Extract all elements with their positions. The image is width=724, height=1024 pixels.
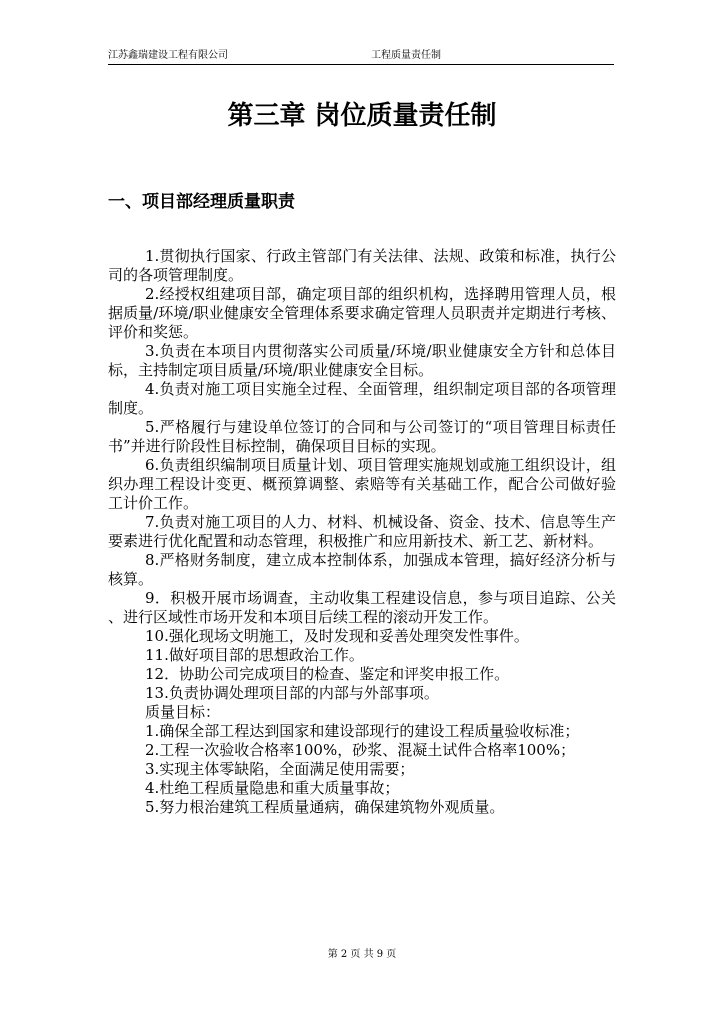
page-header [108,50,614,65]
section-title: 一、项目部经理质量职责 [108,192,295,212]
paragraph: 11.做好项目部的思想政治工作。 [145,646,364,664]
paragraph: 2.经授权组建项目部，确定项目部的组织机构，选择聘用管理人员，根据质量/环境/职业健康安全管理体系要求确定管理人员职责并定期进行考核、评价和奖惩。 [108,285,616,341]
document-title: 工程质量责任制 [371,50,441,61]
paragraph: 13.负责协调处理项目部的内部与外部事项。 [145,684,439,702]
quality-goal-item: 4.杜绝工程质量隐患和重大质量事故； [145,779,400,797]
body-text [108,247,616,817]
company-name: 江苏鑫瑞建设工程有限公司 [108,50,228,61]
paragraph: 4.负责对施工项目实施全过程、全面管理，组织制定项目部的各项管理制度。 [108,380,616,417]
paragraph: 9．积极开展市场调查，主动收集工程建设信息，参与项目追踪、公关、进行区域性市场开发和本项目后续工程的滚动开发工作。 [108,589,616,626]
paragraph: 3.负责在本项目内贯彻落实公司质量/环境/职业健康安全方针和总体目标，主持制定项目质量/环境/职业健康安全目标。 [108,342,616,379]
quality-goal-item: 3.实现主体零缺陷，全面满足使用需要； [145,760,415,778]
quality-goals-heading: 质量目标： [145,703,221,721]
paragraph: 5.严格履行与建设单位签订的合同和与公司签订的“项目管理目标责任书”并进行阶段性目标控制，确保项目目标的实现。 [108,418,616,455]
chapter-title: 第三章 岗位质量责任制 [227,101,497,131]
paragraph: 10.强化现场文明施工，及时发现和妥善处理突发性事件。 [145,627,529,645]
quality-goal-item: 2.工程一次验收合格率100%，砂浆、混凝土试件合格率100%； [145,741,576,759]
page-footer [0,949,724,961]
paragraph: 7.负责对施工项目的人力、材料、机械设备、资金、技术、信息等生产要素进行优化配置和动态管理，积极推广和应用新技术、新工艺、新材料。 [108,513,616,550]
paragraph: 12．协助公司完成项目的检查、鉴定和评奖申报工作。 [145,665,510,683]
paragraph: 8.严格财务制度，建立成本控制体系，加强成本管理，搞好经济分析与核算。 [108,551,616,588]
quality-goal-item: 1.确保全部工程达到国家和建设部现行的建设工程质量验收标准； [145,722,580,740]
paragraph: 1.贯彻执行国家、行政主管部门有关法律、法规、政策和标准，执行公司的各项管理制度。 [108,247,616,284]
paragraph: 6.负责组织编制项目质量计划、项目管理实施规划或施工组织设计，组织办理工程设计变更、概预算调整、索赔等有关基础工作，配合公司做好验工计价工作。 [108,456,616,512]
quality-goal-item: 5.努力根治建筑工程质量通病，确保建筑物外观质量。 [145,798,505,816]
page-number: 第 2 页 共 9 页 [327,949,397,960]
